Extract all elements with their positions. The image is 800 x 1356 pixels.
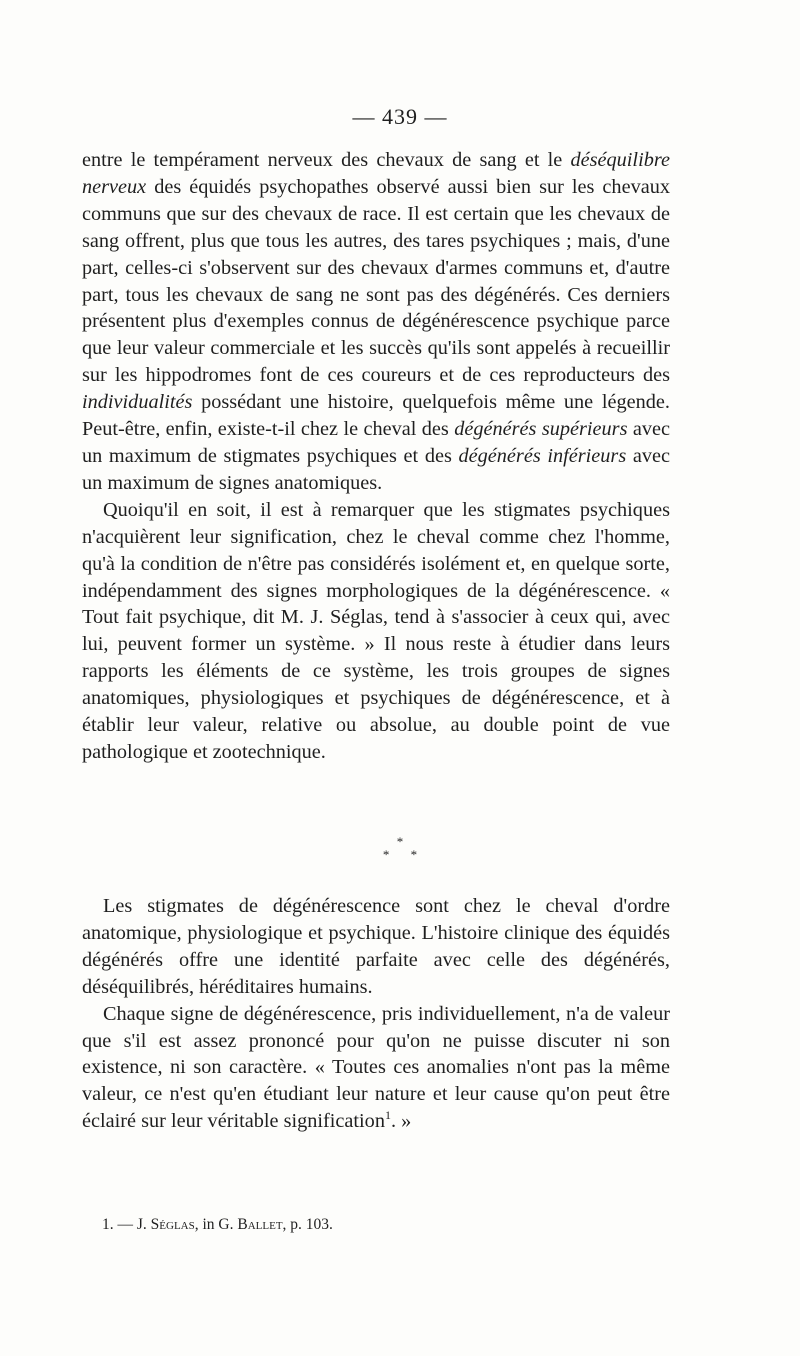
asterism-top: * — [396, 834, 404, 849]
footnote-mid: , in G. — [194, 1216, 238, 1233]
paragraph-2: Quoiqu'il en soit, il est à remarquer que les stigmates psychiques n'acquièrent leur signification, chez le cheval comme chez l'homme, qu'à la condition de n'être pas considérés isolément et, en quelque sorte, indépendamment des signes morphologiques de la dégénérescence. « Tout fait psychique, dit M. J. Séglas, tend à s'associer à ceux qui, avec lui, peuvent former un système. » Il nous reste à étudier dans leurs rapports les éléments de ce système, les trois groupes de signes anatomiques, physiologiques et psychiques de dégénérescence, et à établir leur valeur, relative ou absolue, au double point de vue pathologique et zootechnique. — [82, 498, 670, 763]
emphasis-degeneres-superieurs: dégénérés supérieurs — [454, 418, 628, 441]
asterism-bottom: * * — [382, 847, 427, 862]
paragraph-4-end: . » — [390, 1110, 412, 1133]
paragraph-1-text-d: avec un maximum de stigmates psychiques et des — [82, 418, 671, 467]
text-block-top — [82, 147, 670, 766]
emphasis-desequilibre-nerveux: déséquilibre nerveux — [82, 149, 670, 198]
footnote — [102, 1215, 333, 1235]
paragraph-3: Les stigmates de dégénérescence sont chez le cheval d'ordre anatomique, physiologique et psychique. L'histoire clinique des équidés dégénérés offre une identité parfaite avec celle des dégénérés, déséquilibrés, héréditaires humains. — [82, 895, 670, 998]
paragraph-4-text: Chaque signe de dégénérescence, pris individuellement, n'a de valeur que s'il est assez prononcé pour qu'on ne puisse discuter ni son existence, ni son caractère. « Toutes ces anomalies n'ont pas la même valeur, ce n'est qu'en étudiant leur nature et leur cause qu'on peut être éclairé sur leur véritable signification — [82, 1002, 670, 1133]
page-number: — 439 — — [352, 104, 448, 129]
paragraph-1 — [82, 147, 670, 497]
footnote-reference[interactable]: 1 — [384, 1108, 391, 1123]
emphasis-individualites: individualités — [82, 391, 193, 414]
footnote-author: Séglas — [150, 1216, 195, 1233]
paragraph-1-text-e: avec un maximum de signes anatomiques. — [82, 444, 670, 494]
footnote-end: , p. 103. — [282, 1216, 333, 1233]
text-block-bottom — [82, 893, 670, 1135]
paragraph-1-text-a: entre le tempérament nerveux des chevaux de sang et le — [82, 149, 571, 171]
footnote-number: 1. — J. — [102, 1216, 151, 1233]
emphasis-degeneres-inferieurs: dégénérés inférieurs — [458, 444, 627, 467]
paragraph-4 — [82, 1001, 670, 1136]
footnote-editor: Ballet — [237, 1216, 283, 1233]
paragraph-1-text-c: possédant une histoire, quelquefois même une légende. Peut-être, enfin, existe-t-il chez le cheval des — [82, 391, 670, 441]
paragraph-1-text-b: des équidés psychopathes observé aussi bien sur les chevaux communs que sur des chevaux de race. Il est certain que les chevaux de sang offrent, plus que tous les autres, des tares psychiques ; mais, d'une part, celles-ci s'observent sur des chevaux d'armes communs et, d'autre part, tous les chevaux de sang ne sont pas des dégénérés. Ces derniers présentent plus d'exemples connus de dégénérescence psychique parce que leur valeur commerciale et les succès qu'ils sont appelés à recueillir sur les hippodromes font de ces coureurs et de ces reproducteurs des — [82, 175, 670, 387]
